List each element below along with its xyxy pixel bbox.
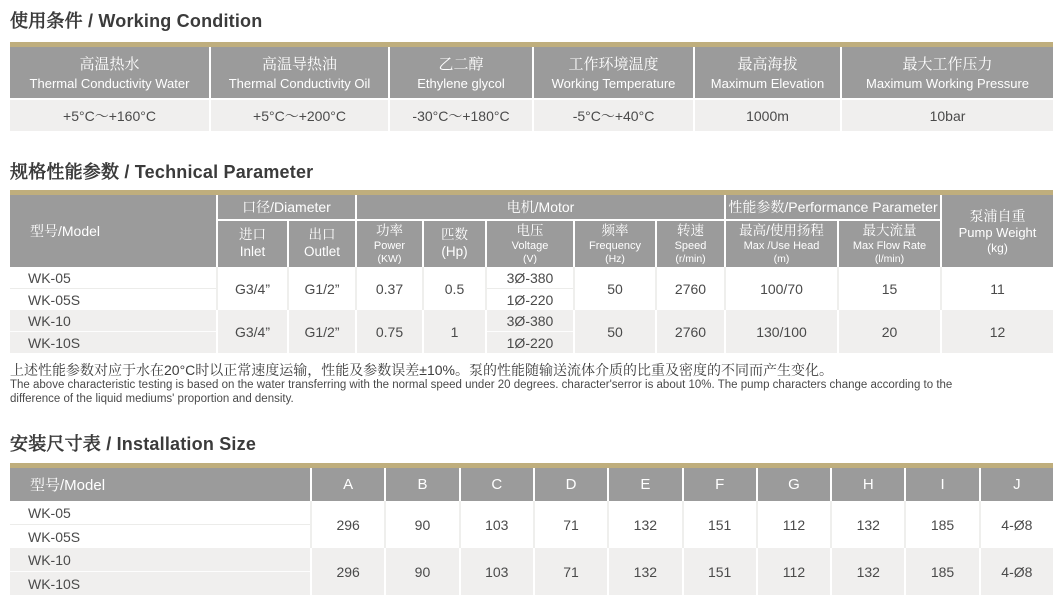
tp-model-cell: [10, 310, 216, 353]
model-label: WK-05S: [28, 291, 81, 308]
inst-header-I: I: [904, 468, 978, 501]
tp-header-diameter-group: 口径/Diameter: [216, 195, 355, 219]
tp-header-speed: 转速 Speed (r/min): [655, 219, 724, 267]
wc-value-water: +5°C～+160°C: [10, 98, 209, 131]
wc-header-pressure: 最大工作压力 Maximum Working Pressure: [840, 47, 1053, 98]
tp-row-wk05: [10, 267, 1053, 310]
technical-header: [10, 195, 1053, 267]
tp-header-outlet: 出口 Outlet: [287, 219, 355, 267]
inst-header-F: F: [682, 468, 756, 501]
tp-inlet-value: G3/4”: [216, 267, 287, 310]
tp-power-value: 0.75: [355, 310, 422, 353]
model-label: WK-10: [10, 310, 216, 332]
wc-value-pressure: 10bar: [840, 98, 1053, 131]
inst-header-C: C: [459, 468, 533, 501]
inst-value-C: 103: [459, 548, 533, 595]
inst-header-A: A: [310, 468, 384, 501]
model-label: WK-10: [10, 548, 310, 572]
inst-header-D: D: [533, 468, 607, 501]
inst-header-J: J: [979, 468, 1053, 501]
tp-head-value: 100/70: [724, 267, 837, 310]
installation-size-title: 安装尺寸表 / Installation Size: [10, 434, 257, 455]
inst-value-D: 71: [533, 548, 607, 595]
inst-value-G: 112: [756, 548, 830, 595]
note-english-line1: The above characteristic testing is based on the water transferring with the normal speed under 20 degrees. character'serror is about 10%. The pump characters change according to the: [10, 379, 953, 392]
tp-flow-value: 20: [837, 310, 940, 353]
inst-value-E: 132: [607, 501, 681, 548]
inst-value-J: 4-Ø8: [979, 548, 1053, 595]
technical-parameter-table: [10, 190, 1053, 353]
wc-header-working-temp: 工作环境温度 Working Temperature: [532, 47, 693, 98]
tp-header-pump-weight: 泵浦自重 Pump Weight (kg): [940, 195, 1053, 267]
tp-header-hp: 匹数 (Hp): [422, 219, 485, 267]
inst-header-model: 型号/Model: [10, 468, 310, 501]
working-condition-title: 使用条件 / Working Condition: [10, 11, 263, 31]
inst-value-A: 296: [310, 548, 384, 595]
wc-header-elevation: 最高海拔 Maximum Elevation: [693, 47, 840, 98]
tp-hp-value: 0.5: [422, 267, 485, 310]
installation-header-row: [10, 468, 1053, 501]
wc-header-water: 高温热水 Thermal Conductivity Water: [10, 47, 209, 98]
page: [10, 7, 1053, 595]
tp-voltage-cell: [485, 267, 573, 310]
tp-outlet-value: G1/2”: [287, 310, 355, 353]
wc-value-working-temp: -5°C～+40°C: [532, 98, 693, 131]
tp-header-model: 型号/Model: [10, 195, 216, 267]
inst-header-H: H: [830, 468, 904, 501]
model-label: WK-05: [10, 501, 310, 525]
tp-header-motor-group: 电机/Motor: [355, 195, 724, 219]
wc-value-elevation: 1000m: [693, 98, 840, 131]
tp-header-head: 最高/使用扬程 Max /Use Head (m): [724, 219, 837, 267]
note-english-line2: difference of the liquid mediums' proportion and density.: [10, 392, 294, 405]
tp-frequency-value: 50: [573, 310, 655, 353]
tp-voltage-cell: [485, 310, 573, 353]
inst-value-J: 4-Ø8: [979, 501, 1053, 548]
inst-value-B: 90: [384, 501, 458, 548]
tp-header-power: 功率 Power (KW): [355, 219, 422, 267]
working-condition-table: [10, 42, 1053, 131]
inst-header-E: E: [607, 468, 681, 501]
model-label: WK-05: [10, 267, 216, 289]
wc-value-glycol: -30°C～+180°C: [388, 98, 532, 131]
working-condition-value-row: [10, 98, 1053, 131]
tp-outlet-value: G1/2”: [287, 267, 355, 310]
tp-row-wk10: [10, 310, 1053, 353]
voltage-line: 1Ø-220: [506, 291, 554, 308]
inst-value-A: 296: [310, 501, 384, 548]
inst-value-F: 151: [682, 548, 756, 595]
wc-header-oil: 高温导热油 Thermal Conductivity Oil: [209, 47, 388, 98]
tp-flow-value: 15: [837, 267, 940, 310]
tp-weight-value: 11: [940, 267, 1053, 310]
inst-model-cell: [10, 548, 310, 595]
model-label: WK-10S: [28, 575, 81, 592]
inst-value-B: 90: [384, 548, 458, 595]
tp-header-inlet: 进口 Inlet: [216, 219, 287, 267]
tp-header-flow: 最大流量 Max Flow Rate (l/min): [837, 219, 940, 267]
tp-frequency-value: 50: [573, 267, 655, 310]
model-label: WK-05S: [28, 528, 81, 545]
tp-speed-value: 2760: [655, 267, 724, 310]
tp-model-cell: [10, 267, 216, 310]
installation-table: [10, 463, 1053, 595]
tp-header-voltage: 电压 Voltage (V): [485, 219, 573, 267]
tp-weight-value: 12: [940, 310, 1053, 353]
technical-parameter-title: 规格性能参数 / Technical Parameter: [10, 162, 314, 182]
inst-value-E: 132: [607, 548, 681, 595]
tp-speed-value: 2760: [655, 310, 724, 353]
inst-row-wk05: [10, 501, 1053, 548]
tp-head-value: 130/100: [724, 310, 837, 353]
note-chinese: 上述性能参数对应于水在20°C时以正常速度运输，性能及参数误差±10%。泵的性能随输送流体介质的比重及密度的不同而产生变化。: [10, 362, 833, 378]
tp-power-value: 0.37: [355, 267, 422, 310]
inst-value-D: 71: [533, 501, 607, 548]
model-label: WK-10S: [28, 334, 81, 351]
inst-value-C: 103: [459, 501, 533, 548]
voltage-line: 3Ø-380: [487, 310, 573, 332]
inst-value-I: 185: [904, 548, 978, 595]
inst-value-H: 132: [830, 548, 904, 595]
inst-value-F: 151: [682, 501, 756, 548]
inst-model-cell: [10, 501, 310, 548]
wc-value-oil: +5°C～+200°C: [209, 98, 388, 131]
inst-value-H: 132: [830, 501, 904, 548]
inst-header-G: G: [756, 468, 830, 501]
inst-value-G: 112: [756, 501, 830, 548]
inst-header-B: B: [384, 468, 458, 501]
tp-inlet-value: G3/4”: [216, 310, 287, 353]
voltage-line: 3Ø-380: [487, 267, 573, 289]
inst-value-I: 185: [904, 501, 978, 548]
wc-header-glycol: 乙二醇 Ethylene glycol: [388, 47, 532, 98]
tp-hp-value: 1: [422, 310, 485, 353]
working-condition-header-row: [10, 47, 1053, 98]
inst-row-wk10: [10, 548, 1053, 595]
voltage-line: 1Ø-220: [506, 334, 554, 351]
tp-header-frequency: 频率 Frequency (Hz): [573, 219, 655, 267]
tp-header-performance-group: 性能参数/Performance Parameter: [724, 195, 940, 219]
technical-note: [10, 361, 1053, 406]
